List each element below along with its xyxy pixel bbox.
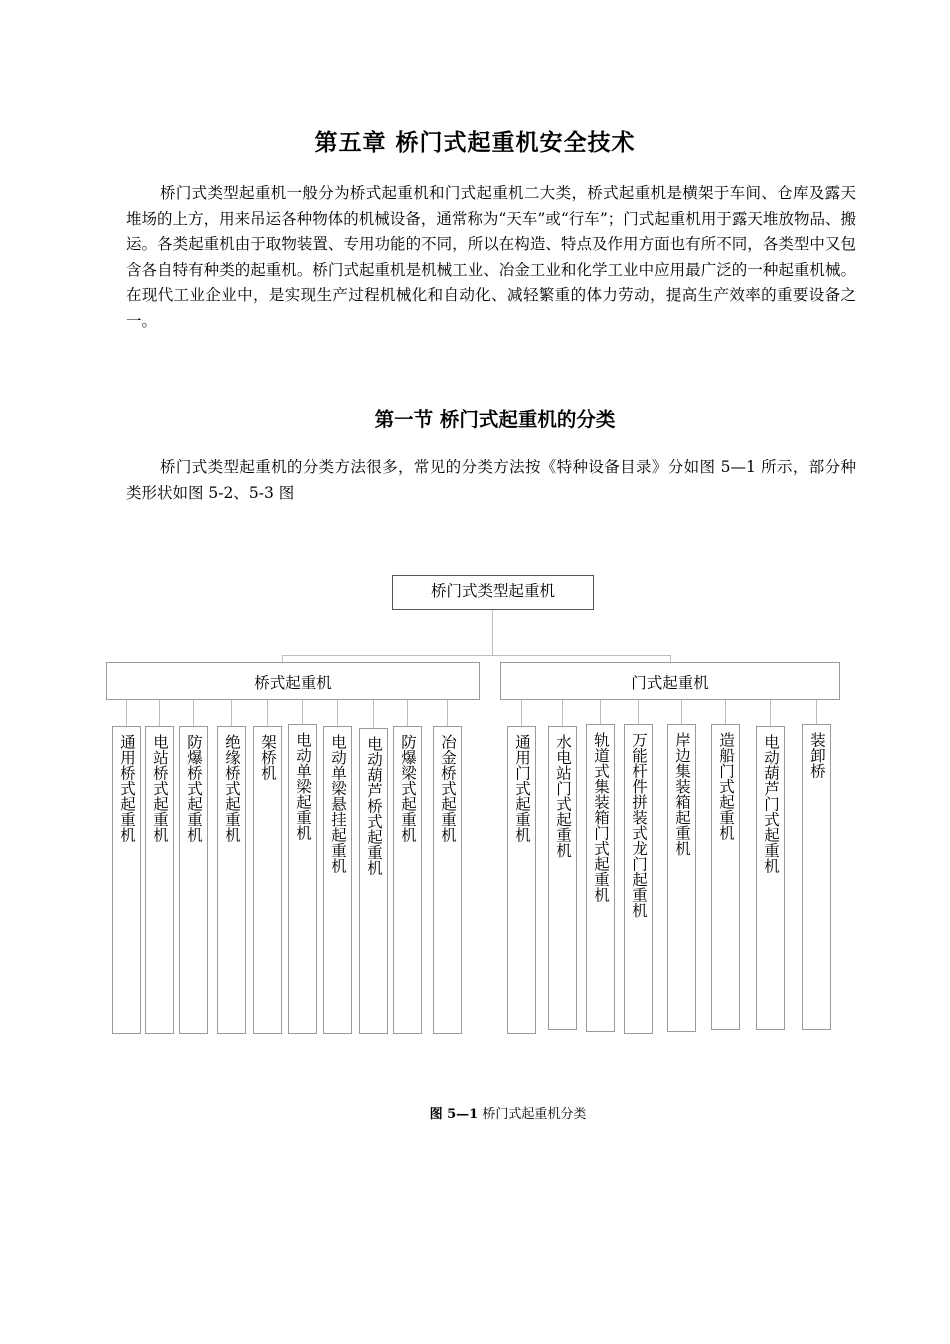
gantry-crane-type: 电动葫芦门式起重机: [756, 726, 785, 1030]
bridge-crane-type: 电动葫芦桥式起重机: [359, 728, 388, 1034]
gantry-crane-type: 通用门式起重机: [507, 726, 536, 1034]
bridge-crane-group: [106, 662, 480, 700]
gantry-crane-type: 岸边集装箱起重机: [667, 724, 696, 1032]
root-node-label: 桥门式类型起重机: [430, 582, 555, 600]
connector-line: [282, 655, 671, 656]
bridge-crane-type: 电动单梁悬挂起重机: [323, 726, 352, 1034]
gantry-crane-group: [500, 662, 840, 700]
bridge-crane-type: 电站桥式起重机: [145, 726, 174, 1034]
bridge-crane-group-label: 桥式起重机: [254, 674, 332, 692]
bridge-crane-type: 防爆桥式起重机: [179, 726, 208, 1034]
gantry-crane-type: 水电站门式起重机: [548, 726, 577, 1030]
bridge-crane-type: 架桥机: [253, 726, 282, 1034]
gantry-crane-type: 万能杆件拼装式龙门起重机: [624, 724, 653, 1034]
gantry-crane-type: 轨道式集装箱门式起重机: [586, 724, 615, 1032]
bridge-crane-type: 绝缘桥式起重机: [217, 726, 246, 1034]
figure-caption-label: 图 5—1: [429, 1107, 479, 1122]
bridge-crane-type: 通用桥式起重机: [112, 726, 141, 1034]
gantry-crane-type: 装卸桥: [802, 724, 831, 1030]
root-node: [392, 575, 594, 610]
bridge-crane-type: 冶金桥式起重机: [433, 726, 462, 1034]
connector-line: [492, 609, 493, 656]
chapter-title: 第五章 桥门式起重机安全技术: [314, 130, 636, 156]
bridge-crane-type: 电动单梁起重机: [288, 724, 317, 1034]
intro-paragraph: 桥门式类型起重机一般分为桥式起重机和门式起重机二大类，桥式起重机是横架于车间、仓库及露天堆场的上方，用来吊运各种物体的机械设备，通常称为“天车”或“行车”；门式起重机用于露天堆放物品、搬运。各类起重机由于取物装置、专用功能的不同，所以在构造、特点及作用方面也有所不同，各类型中又包含各自特有种类的起重机。桥门式起重机是机械工业、冶金工业和化学工业中应用最广泛的一种起重机械。在现代工业企业中，是实现生产过程机械化和自动化、减轻繁重的体力劳动，提高生产效率的重要设备之一。: [126, 184, 856, 330]
section-paragraph: 桥门式类型起重机的分类方法很多，常见的分类方法按《特种设备目录》分如图 5—1 所示，部分种类形状如图 5-2、5-3 图: [126, 458, 856, 502]
gantry-crane-group-label: 门式起重机: [631, 674, 709, 692]
section-title: 第一节 桥门式起重机的分类: [374, 408, 616, 431]
figure-caption: [0, 1103, 950, 1122]
bridge-crane-type: 防爆梁式起重机: [393, 726, 422, 1034]
gantry-crane-type: 造船门式起重机: [711, 724, 740, 1030]
figure-caption-text: 桥门式起重机分类: [478, 1107, 587, 1122]
